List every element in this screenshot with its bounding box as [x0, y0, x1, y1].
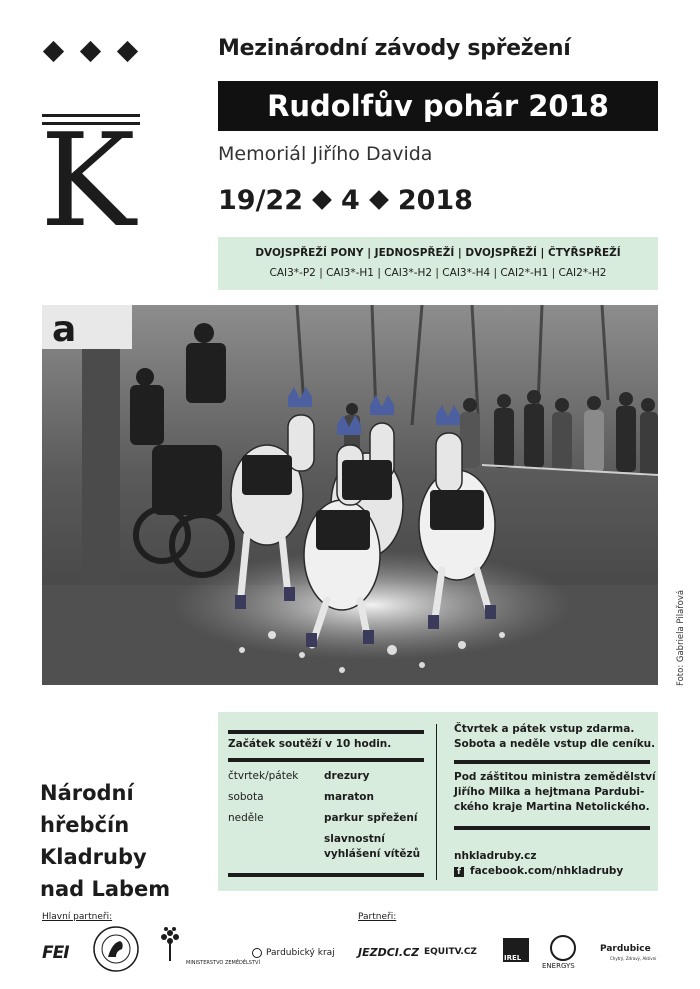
diamond-icon: [369, 190, 389, 210]
info-panel: [218, 712, 658, 891]
diamond-icons: [42, 42, 148, 64]
schedule-day: neděle: [228, 812, 264, 824]
organizer-line: Národní: [40, 781, 134, 805]
date-month: 4: [341, 184, 360, 216]
discipline-list: DVOJSPŘEŽÍ PONY | JEDNOSPŘEŽÍ | DVOJSPŘEŽÍ | ČTYŘSPŘEŽÍ: [255, 247, 621, 259]
energys-label: ENERGYS: [542, 962, 575, 970]
schedule-event: drezury: [324, 770, 370, 782]
pardubice-logo: Pardubice: [600, 944, 651, 954]
photo-sign: a: [52, 309, 77, 350]
diamond-icon: [80, 41, 101, 62]
ministry-tree-icon: [158, 925, 182, 961]
ceremony-line: vyhlášení vítězů: [324, 848, 421, 860]
start-time: Začátek soutěží v 10 hodin.: [228, 738, 392, 750]
schedule-event: parkur spřežení: [324, 812, 418, 824]
czech-equestrian-federation-logo: [92, 925, 140, 973]
region-globe-icon: [252, 948, 262, 958]
date-year: 2018: [397, 184, 473, 216]
kladruby-logo: [40, 42, 148, 256]
event-dates: [218, 184, 473, 216]
region-label: Pardubický kraj: [266, 948, 335, 958]
divider: [228, 730, 424, 734]
event-subtitle: Memoriál Jiřího Davida: [218, 143, 433, 165]
organizer-line: hřebčín: [40, 813, 130, 837]
diamond-icon: [43, 41, 64, 62]
patronage-line: Pod záštitou ministra zemědělství: [454, 771, 656, 783]
facebook-link[interactable]: [454, 864, 623, 879]
facebook-icon: f: [454, 867, 464, 877]
ceremony-line: slavnostní: [324, 833, 385, 845]
fei-logo: FEI: [42, 943, 69, 963]
diamond-icon: [312, 190, 332, 210]
event-kicker: Mezinárodní závody spřežení: [218, 36, 571, 61]
event-title: Rudolfův pohár 2018: [267, 89, 609, 123]
schedule-event: maraton: [324, 791, 374, 803]
organizer-name: [40, 777, 170, 905]
ministry-label: MINISTERSTVO ZEMĚDĚLSTVÍ: [186, 960, 260, 966]
divider: [454, 760, 650, 764]
photo-credit: Foto: Gabriela Pilařová: [676, 589, 686, 686]
diamond-icon: [117, 41, 138, 62]
main-partners-label: Hlavní partneři:: [42, 912, 113, 922]
entry-line: Čtvrtek a pátek vstup zdarma.: [454, 723, 635, 735]
entry-line: Sobota a neděle vstup dle ceníku.: [454, 738, 656, 750]
pardubice-tagline: Chytrý, Zdravý, Aktivní: [610, 956, 657, 961]
organizer-line: Kladruby: [40, 845, 147, 869]
pardubicky-kraj-logo: [252, 948, 335, 958]
divider: [228, 758, 424, 762]
carriage-photo: [42, 305, 658, 685]
schedule-day: čtvrtek/pátek: [228, 770, 299, 782]
energys-sun-icon: [550, 935, 576, 961]
website-link[interactable]: nhkladruby.cz: [454, 850, 537, 862]
patronage-line: ckého kraje Martina Netolického.: [454, 801, 650, 813]
date-days: 19/22: [218, 184, 304, 216]
schedule-day: sobota: [228, 791, 264, 803]
divider: [228, 873, 424, 877]
class-codes: CAI3*-P2 | CAI3*-H1 | CAI3*-H2 | CAI3*-H4 | CAI2*-H1 | CAI2*-H2: [269, 267, 607, 279]
categories-panel: [218, 237, 658, 290]
equitv-logo: EQUITV.CZ: [424, 947, 477, 957]
jezdci-logo: JEZDCI.CZ: [358, 946, 420, 959]
logo-letter: K: [40, 107, 136, 256]
column-divider: [436, 724, 437, 880]
patronage-line: Jiřího Milka a hejtmana Pardubi-: [454, 786, 645, 798]
partners-label: Partneři:: [358, 912, 397, 922]
divider: [454, 826, 650, 830]
organizer-line: nad Labem: [40, 877, 171, 901]
irel-label: IREL: [504, 954, 522, 962]
title-bar: [218, 81, 658, 131]
facebook-label: facebook.com/nhkladruby: [470, 865, 624, 877]
